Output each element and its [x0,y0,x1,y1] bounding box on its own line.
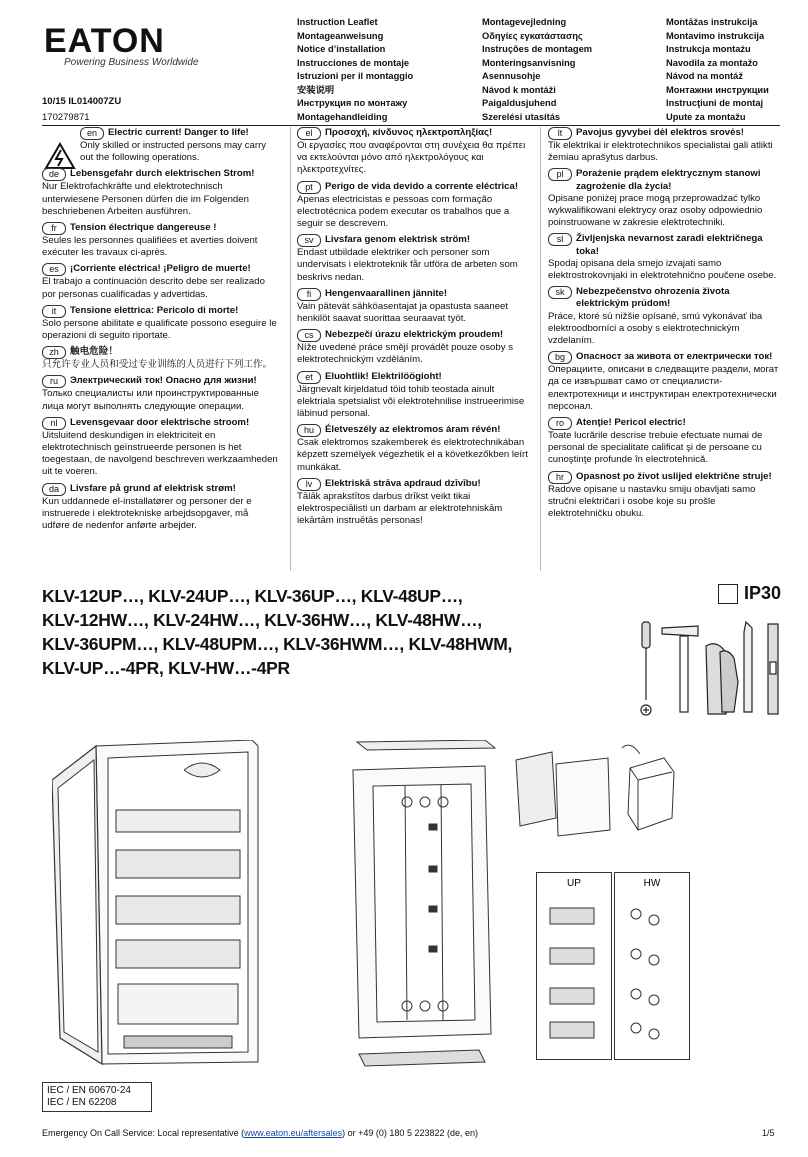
language-badge: sk [548,286,572,299]
leaflet-title: Instrukcja montażu [666,44,751,54]
warning-title: Perigo de vida devido a corrente eléctrica! [325,180,519,192]
warning-title: Elektriskā strāva apdraud dzīvību! [325,477,481,489]
ip-rating-text: IP30 [744,583,782,603]
warning-heading [548,286,780,310]
warning-text: Seules les personnes qualifiées et averties doivent exécuter les travaux ci-après. [42,235,258,259]
warning-text: Apenas electricistas e pessoas com formação electrotécnica podem executar os trabalhos que a seguir se descrevem. [297,193,510,230]
warning-title: 触电危险！ [70,346,118,358]
warning-heading [42,346,278,359]
warning-column-3 [548,127,780,524]
leaflet-title: Instrucciones de montaje [297,57,410,68]
warning-title: Электрический ток! Опасно для жизни! [70,375,257,387]
warning-text: Nur Elektrofachkräfte und elektrotechnisch unterwiesene Personen dürfen die im Folgenden beschriebenen Arbeiten ausführen. [42,181,249,217]
document-code: 170279871 [42,112,90,123]
warning-heading [548,127,780,140]
warning-heading [548,351,780,364]
warning-column-1 [42,127,278,536]
warning-block-pt [297,181,533,231]
leaflet-title: Instrucţiuni de montaj [666,98,764,108]
warning-block-da [42,483,278,533]
enclosure-frame-illustration [345,740,505,1070]
warning-heading [42,222,278,235]
language-badge: hr [548,471,572,484]
language-badge: en [80,127,104,140]
warning-block-en [42,127,278,164]
aftersales-link[interactable]: www.eaton.eu/aftersales [244,1128,343,1138]
hw-fixing-icons [631,909,659,1039]
warning-block-es [42,263,278,300]
warning-text: Csak elektromos szakemberek és elektrotechnikában képzett személyek végezhetik el a következőkben leírt munkákat. [297,437,528,473]
warning-heading [297,288,533,301]
language-badge: lv [297,478,321,491]
warning-block-zh [42,346,278,371]
leaflet-title: Istruzioni per il montaggio [297,71,414,81]
warning-title: Lebensgefahr durch elektrischen Strom! [70,168,255,180]
warning-block-sl [548,233,780,282]
warning-block-it [42,305,278,342]
footer-service-line [42,1128,478,1138]
warning-heading [42,483,278,496]
warning-title: Nebezpečí úrazu elektrickým proudem! [325,329,504,341]
warning-title: Опасност за живота от електрически ток! [576,351,773,363]
language-badge: bg [548,351,572,364]
standard-item: IEC / EN 62208 [47,1097,117,1108]
warning-text: Tik elektrikai ir elektrotechnikos specialistai gali atlikti žemiau aprašytus darbus. [548,140,773,164]
language-badge: pl [548,168,572,181]
title-list-col1 [297,16,413,124]
warning-block-et [297,371,533,421]
leaflet-title: Navodila za montažo [666,57,758,68]
warning-text: Kun uddannede el-installatører og personer der e instruerede i elektrotekniske arbejdsopgaver, må udføre de nedenfor anførte arbejder. [42,495,252,532]
warning-text: Tālāk aprakstītos darbus drīkst veikt tikai elektrospeciālisti un darbam ar elektrotehniskām iekārtām instruētās personas! [297,490,503,527]
title-list-col2 [482,16,592,124]
warning-title: Pavojus gyvybei dėl elektros srovės! [576,127,744,138]
warning-block-de [42,168,278,218]
warning-heading [297,127,533,140]
leaflet-title: Montāžas instrukcija [666,17,758,27]
warning-heading [297,234,533,247]
spirit-level-icon [768,624,778,714]
leaflet-title: Οδηγίες εγκατάστασης [482,30,583,41]
language-badge: zh [42,346,66,359]
leaflet-title: Montagevejledning [482,17,567,27]
language-badge: fr [42,222,66,235]
utility-knife-icon [744,622,752,712]
cover-parts-illustration [512,740,692,850]
warning-text: Spodaj opisana dela smejo izvajati samo elektrostrokovnjaki in elektrotehnično poučene osebe. [548,257,777,282]
leaflet-title: Asennusohje [482,71,541,81]
warning-heading [297,329,533,342]
leaflet-title: Montageanweisung [297,30,384,41]
warning-title: Opasnost po život uslijed električne struje! [576,470,772,482]
warning-title: Atenţie! Pericol electric! [576,417,686,429]
warning-block-sv [297,234,533,284]
warning-text: Οι εργασίες που αναφέρονται στη συνέχεια θα πρέπει να εκτελούνται μόνο από ηλεκτρολόγους και ηλεκτροτεχνίτες. [297,140,526,176]
warning-block-el [297,127,533,177]
warning-text: Только специалисты или проинструктированные лица могут выполнять следующие операции. [42,388,259,412]
warning-block-lv [297,478,533,528]
warning-text: Järgnevalt kirjeldatud töid tohib teostada ainult elektriala spetsialist või elektrotehnilise instrueerimise läbinud personal. [297,383,525,420]
leaflet-title: Montagehandleiding [297,111,388,122]
warning-heading [297,478,533,491]
warning-title: ¡Corriente eléctrica! ¡Peligro de muerte! [70,263,251,275]
warning-heading [297,371,533,384]
leaflet-title: Szerelési utasítás [482,111,561,122]
leaflet-title: Notice d’installation [297,44,386,54]
column-divider [290,127,291,571]
warning-text: El trabajo a continuación descrito debe ser realizado por personas cualificadas y advertidas. [42,276,265,300]
warning-text: Práce, ktoré sú nižšie opísané, smú vykonávať iba elektroodborníci a osoby s elektrotechnickým vzdelaním. [548,310,763,347]
warning-text: Операциите, описани в следващите раздели, могат да се извършват само от специалисти-електротехници и инструктиран електротехнически персонал. [548,364,779,412]
eaton-logo: EATON [44,22,165,60]
leaflet-title: Instruções de montagem [482,44,593,54]
warning-heading [42,305,278,318]
warning-block-hu [297,424,533,474]
model-line: KLV-12UP…, KLV-24UP…, KLV-36UP…, KLV-48UP…, [42,586,463,606]
warning-title: Életveszély az elektromos áram révén! [325,424,501,436]
enclosure-with-door-illustration [52,740,272,1070]
warning-column-2 [297,127,533,531]
warning-title: Nebezpečenstvo ohrozenia života elektrickým prúdom! [576,286,730,310]
warning-heading [297,424,533,437]
language-badge: pt [297,181,321,194]
language-badge: lt [548,127,572,140]
model-line: KLV-36UPM…, KLV-48UPM…, KLV-36HWM…, KLV-48HWM, [42,634,513,654]
warning-block-fi [297,288,533,325]
warning-heading [42,417,278,430]
warning-heading [548,471,780,484]
warning-text: Radove opisane u nastavku smiju obavljati samo stručni električari i osobe koje su prošle elektrotehničku obuku. [548,483,756,520]
page-number: 1/5 [762,1128,775,1138]
warning-heading [42,168,278,181]
model-line: KLV-UP…-4PR, KLV-HW…-4PR [42,658,290,678]
tools-illustration [636,618,784,720]
accessories-up-hw-diagram [536,872,696,1060]
warning-text: Endast utbildade elektriker och personer som undervisats i elektroteknik får utföra de arbeten som beskrivs nedan. [297,247,518,283]
warning-block-nl [42,417,278,479]
warning-block-sk [548,286,780,347]
checkbox-icon [718,584,738,604]
warning-block-hr [548,471,780,521]
warning-title: Livsfara genom elektrisk ström! [325,234,471,246]
language-badge: fi [297,288,321,301]
language-badge: ro [548,417,572,430]
leaflet-title: Návod na montáž [666,71,743,81]
leaflet-title: Montavimo instrukcija [666,30,765,41]
warning-text: Toate lucrările descrise trebuie efectuate numai de personal de specialitate calificat şi de persoane cu cunoştinţe profunde în electrotehnică. [548,430,763,466]
warning-block-fr [42,222,278,259]
footer-prefix: Emergency On Call Service: Local representative ( [42,1128,245,1138]
leaflet-title: Paigaldusjuhend [482,98,557,108]
ip-rating [718,583,781,604]
language-badge: ru [42,375,66,388]
warning-block-lt [548,127,780,164]
screwdriver-icon [641,622,651,715]
header-rule [42,125,780,126]
warning-title: Electric current! Danger to life! [108,127,249,138]
warning-heading [548,168,780,192]
warning-title: Življenjska nevarnost zaradi električnega toka! [576,233,763,257]
language-badge: sl [548,233,572,246]
up-bracket-icons [550,908,594,1038]
warning-block-ro [548,417,780,467]
warning-heading [42,375,278,388]
language-badge: hu [297,424,321,437]
warning-text: 只允许专业人员和受过专业训练的人员进行下列工作。 [42,359,273,371]
leaflet-title: Upute za montažu [666,111,746,122]
language-badge: sv [297,234,321,247]
warning-title: Tension électrique dangereuse ! [70,222,217,234]
warning-text: Opisane poniżej prace mogą przeprowadzać tylko wykwalifikowani elektrycy oraz osoby odpowiednio poinstruowane w zakresie elektrotechniki. [548,192,763,229]
language-badge: da [42,483,66,496]
model-list [42,584,512,680]
leaflet-title: Monteringsanvisning [482,57,576,68]
warning-heading [80,127,278,140]
warning-title: Levensgevaar door elektrische stroom! [70,416,250,428]
warning-heading [548,417,780,430]
warning-title: Eluohtlik! Elektrilöögioht! [325,370,442,382]
column-divider [540,127,541,571]
hw-label: HW [643,878,661,889]
leaflet-title: 安装说明 [297,84,335,95]
warning-text: Níže uvedené práce smějí provádět pouze osoby s elektrotechnickým vzděláním. [297,342,513,366]
warning-heading [42,263,278,276]
language-badge: et [297,371,321,384]
warning-heading [548,233,780,257]
leaflet-title: Инструкция по монтажу [297,98,408,108]
warning-block-ru [42,375,278,412]
standards-box [42,1082,152,1112]
model-line: KLV-12HW…, KLV-24HW…, KLV-36HW…, KLV-48HW…, [42,610,482,630]
standard-item: IEC / EN 60670-24 [47,1085,131,1096]
footer-suffix: ) or +49 (0) 180 5 223822 (de, en) [342,1128,478,1138]
title-list-col3 [666,16,769,124]
language-badge: cs [297,329,321,342]
language-badge: nl [42,417,66,430]
language-badge: el [297,127,321,140]
warning-text: Uitsluitend deskundigen in elektriciteit en elektrotechnisch geïnstrueerde personen is het toegestaan, de navolgend beschreven werkzaamheden uit te voeren. [42,429,278,478]
warning-title: Hengenvaarallinen jännite! [325,287,448,299]
warning-title: Livsfare på grund af elektrisk strøm! [70,482,236,494]
warning-title: Προσοχή, κίνδυνος ηλεκτροπληξίας! [325,127,493,138]
warning-block-pl [548,168,780,229]
warning-text: Vain pätevät sähköasentajat ja opastusta saaneet henkilöt saavat suorittaa seuraavat työt. [297,300,509,325]
warning-block-cs [297,329,533,366]
leaflet-title: Návod k montáži [482,84,556,95]
warning-title: Tensione elettrica: Pericolo di morte! [70,304,239,316]
leaflet-title: Монтажни инструкции [666,84,769,95]
warning-block-bg [548,351,780,413]
language-badge: it [42,305,66,318]
up-label: UP [567,878,581,889]
hammer-icon [662,626,698,712]
warning-heading [297,181,533,194]
document-number: 10/15 IL014007ZU [42,96,122,107]
language-badge: es [42,263,66,276]
gloves-icon [706,644,738,714]
warning-title: Porażenie prądem elektrycznym stanowi zagrożenie dla życia! [576,168,761,192]
warning-text: Only skilled or instructed persons may carry out the following operations. [80,140,267,164]
leaflet-title: Instruction Leaflet [297,17,378,27]
warning-text: Solo persone abilitate e qualificate possono eseguire le operazioni di seguito riportate. [42,317,277,342]
brand-tagline: Powering Business Worldwide [64,57,199,68]
language-badge: de [42,168,66,181]
